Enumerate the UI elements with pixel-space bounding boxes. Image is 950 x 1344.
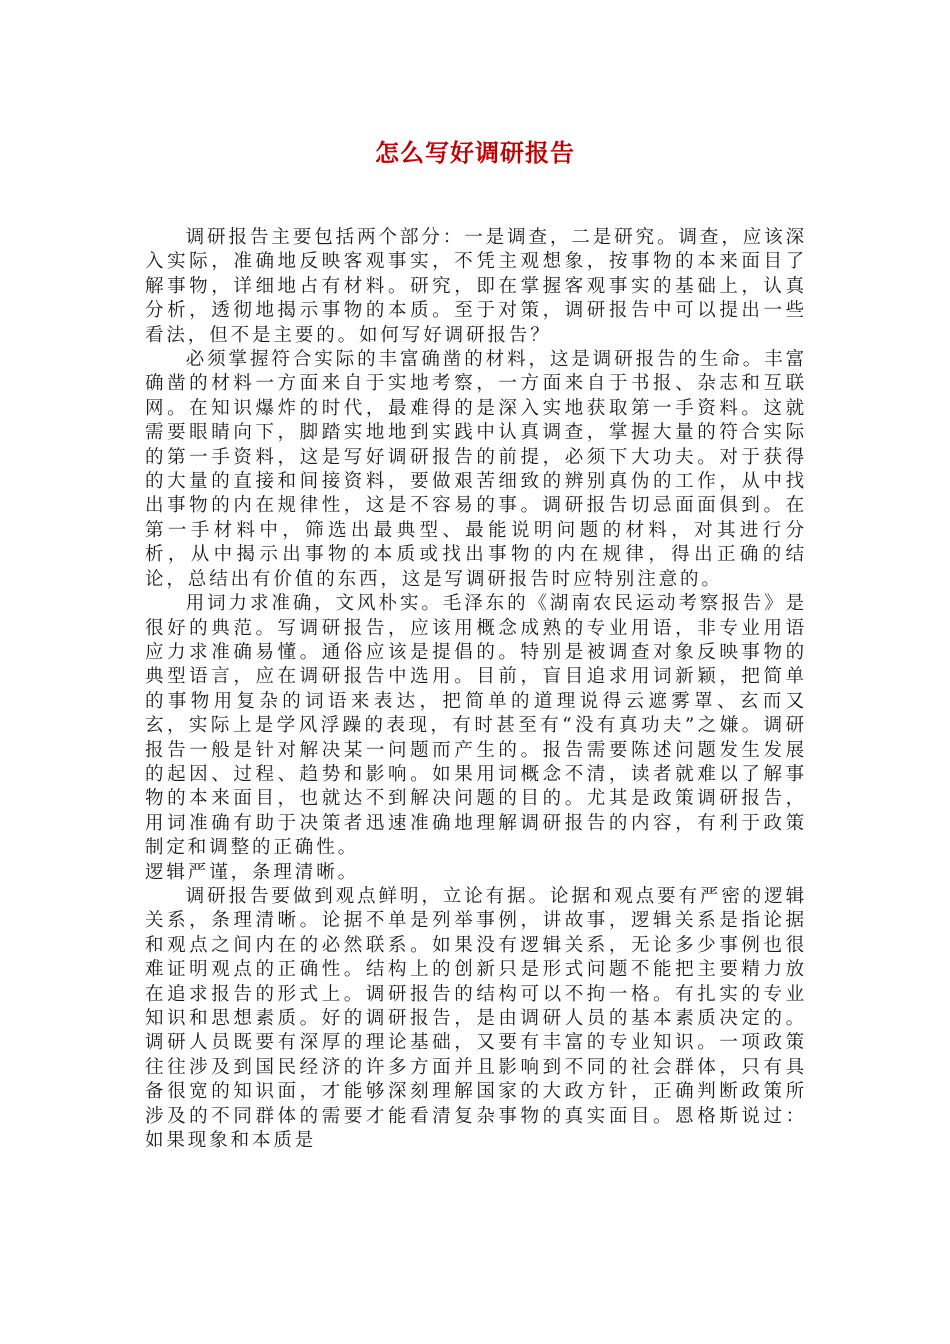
paragraph-2: 必须掌握符合实际的丰富确凿的材料，这是调研报告的生命。丰富确凿的材料一方面来自于实地考察，一方面来自于书报、杂志和互联网。在知识爆炸的时代，最难得的是深入实地获取第一手资料。这就需要眼睛向下，脚踏实地地到实践中认真调查，掌握大量的符合实际的第一手资料，这是写好调研报告的前提，必须下大功夫。对于获得的大量的直接和间接资料，要做艰苦细致的辨别真伪的工作，从中找出事物的内在规律性，这是不容易的事。调研报告切忌面面俱到。在第一手材料中，筛选出最典型、最能说明问题的材料，对其进行分析，从中揭示出事物的本质或找出事物的内在规律，得出正确的结论，总结出有价值的东西，这是写调研报告时应特别注意的。 xyxy=(145,349,807,590)
paragraph-4: 调研报告要做到观点鲜明，立论有据。论据和观点要有严密的逻辑关系，条理清晰。论据不单是列举事例，讲故事，逻辑关系是指论据和观点之间内在的必然联系。如果没有逻辑关系，无论多少事例也很难证明观点的正确性。结构上的创新只是形式问题不能把主要精力放在追求报告的形式上。调研报告的结构可以不拘一格。有扎实的专业知识和思想素质。好的调研报告，是由调研人员的基本素质决定的。调研人员既要有深厚的理论基础，又要有丰富的专业知识。一项政策往往涉及到国民经济的许多方面并且影响到不同的社会群体，只有具备很宽的知识面，才能够深刻理解国家的大政方针，正确判断政策所涉及的不同群体的需要才能看清复杂事物的真实面目。恩格斯说过：如果现象和本质是 xyxy=(145,885,807,1152)
section-heading-logic: 逻辑严谨，条理清晰。 xyxy=(145,861,360,883)
paragraph-1: 调研报告主要包括两个部分：一是调查，二是研究。调查，应该深入实际，准确地反映客观事实，不凭主观想象，按事物的本来面目了解事物，详细地占有材料。研究，即在掌握客观事实的基础上，认真分析，透彻地揭示事物的本质。至于对策，调研报告中可以提出一些看法，但不是主要的。如何写好调研报告？ xyxy=(145,227,807,346)
paragraph-3: 用词力求准确，文风朴实。毛泽东的《湖南农民运动考察报告》是很好的典范。写调研报告，应该用概念成熟的专业用语，非专业用语应力求准确易懂。通俗应该是提倡的。特别是被调查对象反映事物的典型语言，应在调研报告中选用。目前，盲目追求用词新颖，把简单的事物用复杂的词语来表达，把简单的道理说得云遮雾罩、玄而又玄，实际上是学风浮躁的表现，有时甚至有“没有真功夫”之嫌。调研报告一般是针对解决某一问题而产生的。报告需要陈述问题发生发展的起因、过程、趋势和影响。如果用词概念不清，读者就难以了解事物的本来面目，也就达不到解决问题的目的。尤其是政策调研报告，用词准确有助于决策者迅速准确地理解调研报告的内容，有利于政策制定和调整的正确性。 xyxy=(145,593,807,859)
document-title: 怎么写好调研报告 xyxy=(375,138,575,167)
document-body xyxy=(145,226,807,1153)
